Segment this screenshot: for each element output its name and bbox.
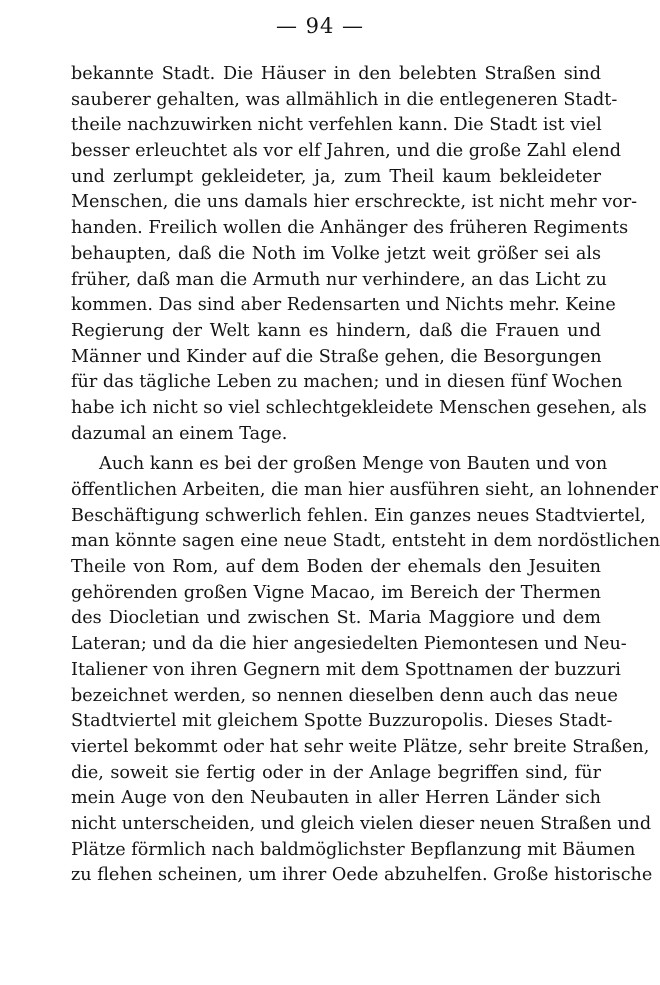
text-line: gehörenden großen Vigne Macao, im Bereich der Thermen — [71, 582, 601, 603]
text-line: Regierung der Welt kann es hindern, daß die Frauen und — [71, 320, 601, 341]
text-line: öffentlichen Arbeiten, die man hier ausführen sieht, an lohnender — [71, 480, 659, 500]
text-line: und zerlumpt gekleideter, ja, zum Theil kaum bekleideter — [71, 166, 601, 187]
text-line: bekannte Stadt. Die Häuser in den belebten Straßen sind — [71, 64, 601, 84]
text-line: mein Auge von den Neubauten in aller Herren Länder sich — [71, 788, 601, 809]
text-line: habe ich nicht so viel schlechtgekleidete Menschen gesehen, als — [71, 397, 647, 418]
text-line: Italiener von ihren Gegnern mit dem Spottnamen der buzzuri — [71, 659, 621, 680]
text-line: viertel bekommt oder hat sehr weite Plätze, sehr breite Straßen, — [71, 736, 650, 757]
text-line: Männer und Kinder auf die Straße gehen, die Besorgungen — [71, 346, 602, 367]
text-line: die, soweit sie fertig oder in der Anlage begriffen sind, für — [71, 762, 601, 783]
text-line: Beschäftigung schwerlich fehlen. Ein ganzes neues Stadtviertel, — [71, 505, 646, 526]
paragraph-start-line: Auch kann es bei der großen Menge von Bauten und von — [99, 454, 608, 475]
text-line: Menschen, die uns damals hier erschreckte, ist nicht mehr vor- — [71, 192, 638, 213]
text-line: bezeichnet werden, so nennen dieselben denn auch das neue — [71, 685, 618, 706]
page-number: — 94 — — [275, 14, 365, 38]
body-text — [71, 62, 660, 889]
text-line: früher, daß man die Armuth nur verhindere, an das Licht zu — [71, 269, 607, 290]
text-line: des Diocletian und zwischen St. Maria Maggiore und dem — [71, 608, 601, 629]
text-line: behaupten, daß die Noth im Volke jetzt weit größer sei als — [71, 243, 601, 264]
text-line: theile nachzuwirken nicht verfehlen kann. Die Stadt ist viel — [71, 115, 602, 136]
text-line: Lateran; und da die hier angesiedelten Piemontesen und Neu- — [71, 634, 627, 655]
text-line: man könnte sagen eine neue Stadt, entsteht in dem nordöstlichen — [71, 531, 660, 552]
text-line: Stadtviertel mit gleichem Spotte Buzzuropolis. Dieses Stadt- — [71, 711, 613, 732]
text-line: Plätze förmlich nach baldmöglichster Bepflanzung mit Bäumen — [71, 839, 636, 860]
text-line: für das tägliche Leben zu machen; und in diesen fünf Wochen — [71, 372, 623, 393]
text-line: besser erleuchtet als vor elf Jahren, und die große Zahl elend — [71, 141, 622, 162]
text-line: nicht unterscheiden, und gleich vielen dieser neuen Straßen und — [71, 813, 652, 834]
text-line: Theile von Rom, auf dem Boden der ehemals den Jesuiten — [71, 557, 601, 578]
text-line: zu flehen scheinen, um ihrer Oede abzuhelfen. Große historische — [71, 865, 653, 886]
paragraph-end-line: dazumal an einem Tage. — [71, 423, 288, 444]
text-line: sauberer gehalten, was allmählich in die entlegeneren Stadt- — [71, 89, 618, 110]
text-line: handen. Freilich wollen die Anhänger des früheren Regiments — [71, 218, 629, 239]
text-line: kommen. Das sind aber Redensarten und Nichts mehr. Keine — [71, 295, 616, 316]
